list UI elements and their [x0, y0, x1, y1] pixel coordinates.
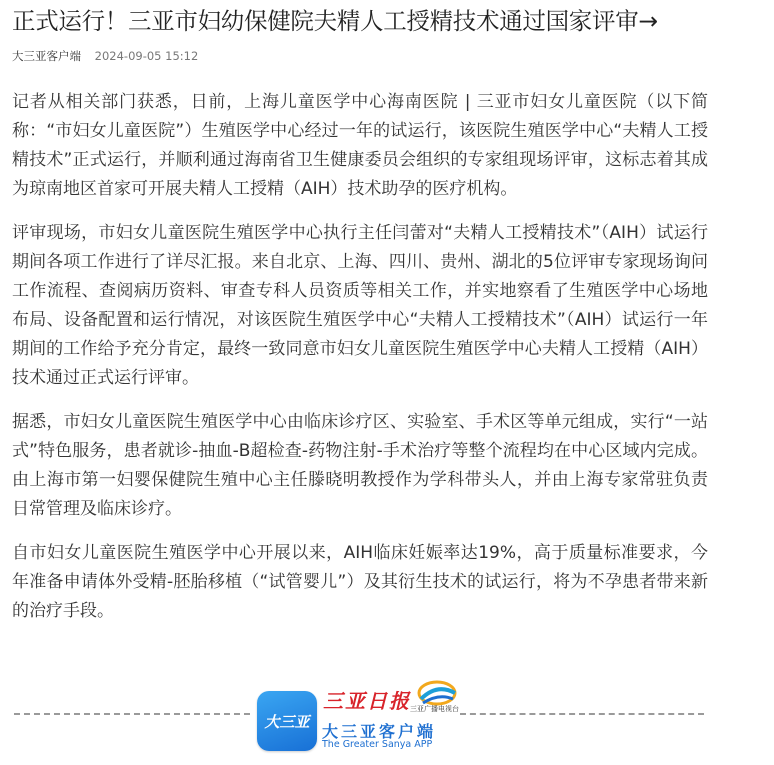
app-logo-icon: 大三亚 — [257, 691, 317, 751]
article-paragraph: 自市妇女儿童医院生殖医学中心开展以来，AIH临床妊娠率达19%，高于质量标准要求，今年准备申请体外受精-胚胎移植（“试管婴儿”）及其衍生技术的试运行，将为不孕患者带来新的治疗手段。 — [12, 543, 708, 621]
app-name-english: The Greater Sanya APP — [322, 739, 433, 750]
footer-banner — [0, 675, 774, 765]
article-timestamp: 2024-09-05 15:12 — [94, 49, 199, 63]
article-title: 正式运行！三亚市妇幼保健院夫精人工授精技术通过国家评审→ — [12, 7, 658, 35]
article-paragraph: 记者从相关部门获悉，日前，上海儿童医学中心海南医院 | 三亚市妇女儿童医院（以下简称：“市妇女儿童医院”）生殖医学中心经过一年的试运行，该医院生殖医学中心“夫精人工授精技术”正式运行，并顺利通过海南省卫生健康委员会组织的专家组现场评审，这标志着其成为琼南地区首家可开展夫精人工授精（AIH）技术助孕的医疗机构。 — [12, 92, 708, 199]
article-source[interactable]: 大三亚客户端 — [12, 49, 81, 63]
article-paragraph: 据悉，市妇女儿童医院生殖医学中心由临床诊疗区、实验室、手术区等单元组成，实行“一站式”特色服务，患者就诊-抽血-B超检查-药物注射-手术治疗等整个流程均在中心区域内完成。由上海市第一妇婴保健院生殖中心主任滕晓明教授作为学科带头人，并由上海专家常驻负责日常管理及临床诊疗。 — [12, 412, 708, 519]
app-name: 大三亚客户端 — [322, 722, 437, 741]
article-body — [12, 88, 708, 641]
broadcast-logo-text: 三亚广播电视台 — [410, 705, 459, 713]
footer-divider-left — [14, 713, 250, 715]
article-meta — [12, 48, 198, 64]
sanya-daily-logo: 三亚日报 — [323, 689, 411, 713]
footer-divider-right — [460, 713, 704, 715]
article-paragraph: 评审现场，市妇女儿童医院生殖医学中心执行主任闫蕾对“夫精人工授精技术”（AIH）试运行期间各项工作进行了详尽汇报。来自北京、上海、四川、贵州、湖北的5位评审专家现场询问工作流程、查阅病历资料、审查专科人员资质等相关工作，并实地察看了生殖医学中心场地布局、设备配置和运行情况，对该医院生殖医学中心“夫精人工授精技术”（AIH）试运行一年期间的工作给予充分肯定，最终一致同意市妇女儿童医院生殖医学中心夫精人工授精（AIH）技术通过正式运行评审。 — [12, 223, 708, 388]
